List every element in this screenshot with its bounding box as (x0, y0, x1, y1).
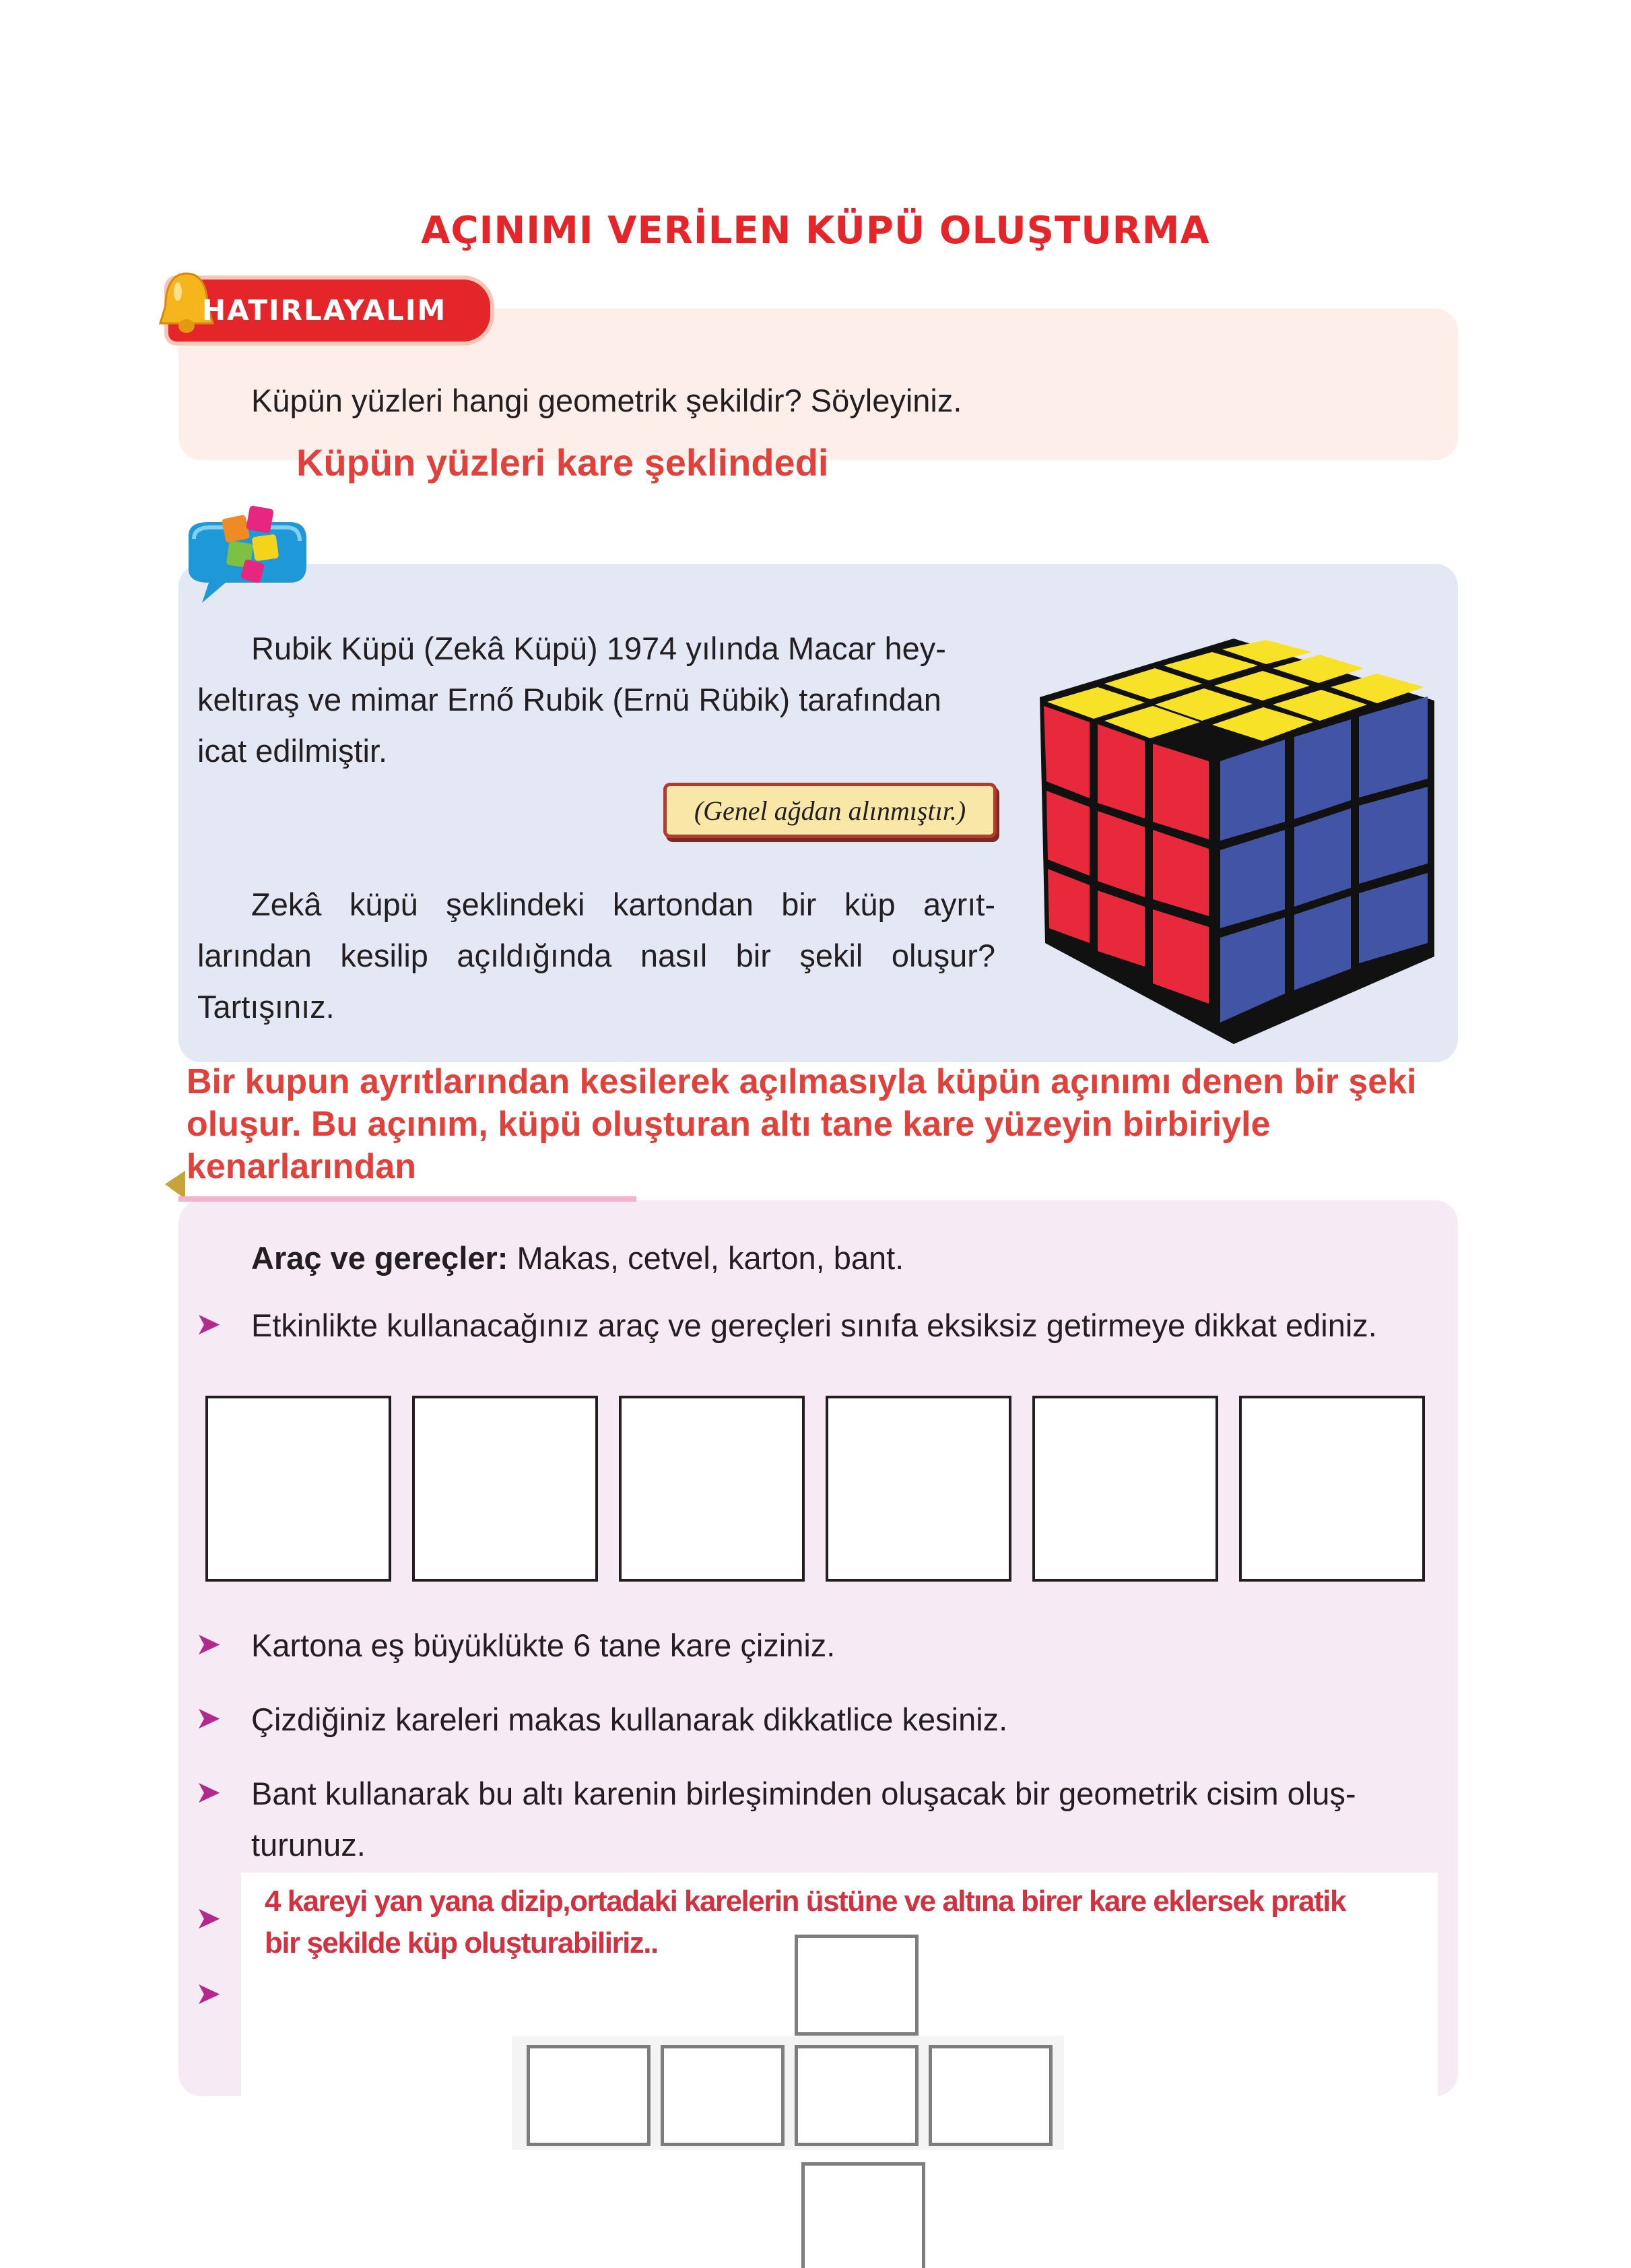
tools-value: Makas, cetvel, karton, bant. (508, 1240, 904, 1276)
info-question-line: Tartışınız. (197, 989, 335, 1025)
bullet-icon: ➤ (195, 1306, 222, 1341)
step-1: Etkinlikte kullanacağınız araç ve gereçleri sınıfa eksiksiz getirmeye dikkat ediniz. (251, 1307, 1377, 1343)
student-answer-line: Bir kupun ayrıtlarından kesilerek açılmasıyla küpün açınımı denen bir şeki (187, 1062, 1417, 1101)
info-question (197, 879, 995, 1033)
net-square (795, 2045, 919, 2146)
empty-square (412, 1396, 598, 1582)
remember-question: Küpün yüzleri hangi geometrik şekildir? Söyleyiniz. (251, 383, 962, 418)
step-4-line: turunuz. (251, 1827, 366, 1862)
step-4 (251, 1768, 1443, 1871)
info-question-line: larından kesilip açıldığında nasıl bir şekil oluşur? (197, 938, 995, 973)
activity-banner-edge (165, 1157, 663, 1204)
empty-square (205, 1396, 391, 1582)
net-square (661, 2045, 785, 2146)
student-answer-line: oluşur. Bu açınım, küpü oluşturan altı tane kare yüzeyin birbiriyle (187, 1105, 1271, 1144)
net-square-bottom (801, 2162, 925, 2268)
info-paragraph (197, 623, 999, 777)
bullet-icon: ➤ (195, 1774, 222, 1809)
empty-square (1032, 1396, 1218, 1582)
source-tag: (Genel ağdan alınmıştır.) (663, 783, 997, 838)
bullet-icon: ➤ (195, 1626, 222, 1661)
empty-square (1239, 1396, 1425, 1582)
empty-square (619, 1396, 805, 1582)
net-square-top (795, 1935, 919, 2036)
remember-answer: Küpün yüzleri kare şeklindedi (296, 441, 829, 484)
tools-label: Araç ve gereçler: (251, 1240, 508, 1276)
bullet-icon: ➤ (195, 1976, 222, 2011)
info-line: Rubik Küpü (Zekâ Küpü) 1974 yılında Macar hey- (251, 630, 946, 666)
remember-label: HATIRLAYALIM (202, 294, 447, 327)
pasted-answer-line: bir şekilde küp oluşturabiliriz.. (265, 1926, 658, 1959)
tools-line (251, 1233, 904, 1284)
puzzle-chat-icon (162, 502, 313, 610)
page-title: AÇINIMI VERİLEN KÜPÜ OLUŞTURMA (421, 209, 1210, 253)
rubiks-cube-image (1030, 626, 1448, 1051)
step-2: Kartona eş büyüklükte 6 tane kare çiziniz. (251, 1627, 836, 1663)
step-3: Çizdiğiniz kareleri makas kullanarak dikkatlice kesiniz. (251, 1702, 1008, 1737)
empty-square (826, 1396, 1011, 1582)
bullet-icon: ➤ (195, 1700, 222, 1735)
info-line: keltıraş ve mimar Ernő Rubik (Ernü Rübik) tarafından (197, 682, 941, 717)
net-square (929, 2045, 1053, 2146)
pasted-answer-line: 4 kareyi yan yana dizip,ortadaki karelerin üstüne ve altına birer kare eklersek pratik (265, 1885, 1345, 1918)
info-line: icat edilmiştir. (197, 733, 388, 769)
info-question-line: Zekâ küpü şeklindeki kartondan bir küp ayrıt- (251, 886, 995, 922)
student-answer-line: kenarlarından (187, 1147, 417, 1186)
bullet-icon: ➤ (195, 1900, 222, 1935)
step-4-line: Bant kullanarak bu altı karenin birleşiminden oluşacak bir geometrik cisim oluş- (251, 1776, 1356, 1811)
net-square (527, 2045, 651, 2146)
